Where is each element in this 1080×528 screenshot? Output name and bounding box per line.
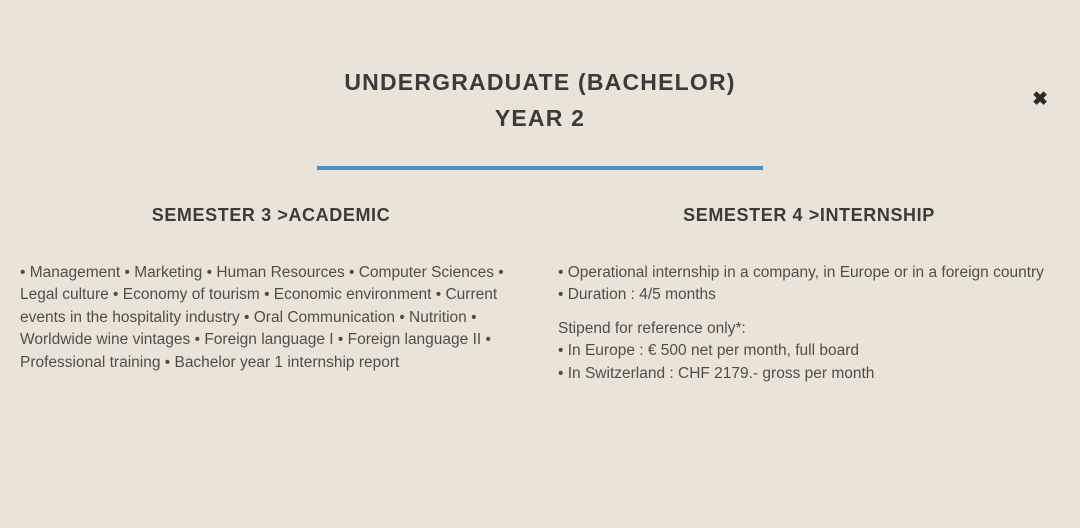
stipend-block xyxy=(558,318,1060,385)
stipend-detail-line: • In Switzerland : CHF 2179.- gross per month xyxy=(558,364,875,382)
semester-3-body xyxy=(20,262,522,374)
title-line-1: UNDERGRADUATE (BACHELOR) xyxy=(344,69,736,95)
close-icon[interactable]: ✖ xyxy=(1032,89,1048,110)
internship-detail-line: • Operational internship in a company, in Europe or in a foreign country xyxy=(558,264,1044,281)
stipend-intro-line: Stipend for reference only*: xyxy=(558,319,746,337)
semester-4-column xyxy=(540,204,1080,385)
course-list-text: • Management • Marketing • Human Resources • Computer Sciences • Legal culture • Economy of tourism • Economic environment • Current events in the hospitality industry • Oral Communication • Nutrition • Worldwide wine vintages • Foreign language I • Foreign language II • Professional training • Bachelor year 1 internship report xyxy=(20,264,504,371)
course-list-block xyxy=(20,262,522,374)
semester-4-heading: SEMESTER 4 >INTERNSHIP xyxy=(683,205,935,225)
internship-detail-line: • Duration : 4/5 months xyxy=(558,286,716,304)
title-divider xyxy=(317,166,763,170)
stipend-detail-line: • In Europe : € 500 net per month, full board xyxy=(558,342,859,360)
semester-columns xyxy=(0,204,1080,385)
internship-details-block xyxy=(558,262,1060,307)
semester-3-column xyxy=(0,204,540,385)
semester-4-body xyxy=(558,262,1060,385)
title-line-2: YEAR 2 xyxy=(494,105,586,131)
modal-title xyxy=(0,64,1080,136)
semester-3-heading: SEMESTER 3 >ACADEMIC xyxy=(151,205,391,225)
